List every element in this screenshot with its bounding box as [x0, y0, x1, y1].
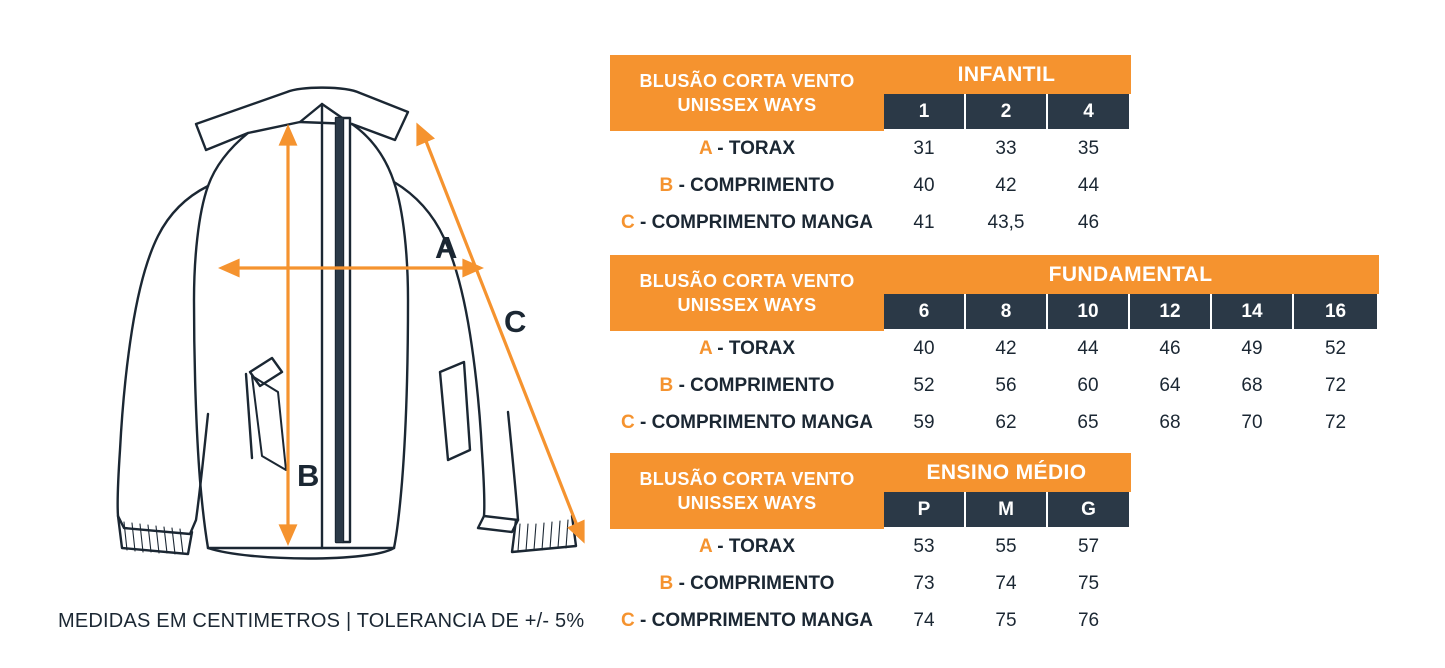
row-key: B — [659, 174, 674, 196]
value-cell: 60 — [1047, 367, 1129, 404]
row-text: - COMPRIMENTO MANGA — [640, 411, 873, 433]
product-name-line2: UNISSEX WAYS — [677, 493, 817, 513]
row-label — [611, 602, 883, 639]
value-cell: 49 — [1211, 330, 1293, 367]
table-row — [611, 204, 1130, 241]
value-cell: 46 — [1047, 204, 1130, 241]
size-tables — [610, 0, 1445, 668]
value-cell: 40 — [883, 330, 965, 367]
table-row — [611, 130, 1130, 167]
row-key: A — [698, 137, 712, 159]
size-cell: 8 — [965, 293, 1047, 330]
group-name-cell: ENSINO MÉDIO — [883, 454, 1130, 491]
product-name-line1: BLUSÃO CORTA VENTO — [639, 270, 855, 291]
product-name-cell — [611, 454, 883, 528]
value-cell: 41 — [883, 204, 965, 241]
size-table-fundamental — [610, 255, 1379, 442]
row-key: A — [698, 337, 712, 359]
row-key: C — [621, 411, 635, 433]
value-cell: 31 — [883, 130, 965, 167]
row-text: - TORAX — [717, 137, 796, 159]
size-cell: 2 — [965, 93, 1047, 130]
size-cell: 4 — [1047, 93, 1130, 130]
row-text: - TORAX — [717, 337, 796, 359]
row-text: - COMPRIMENTO MANGA — [640, 211, 873, 233]
size-cell: 1 — [883, 93, 965, 130]
measure-label-b: B — [297, 458, 320, 493]
measurement-note: MEDIDAS EM CENTIMETROS | TOLERANCIA DE +/- 5% — [58, 610, 585, 632]
row-text: - COMPRIMENTO — [678, 174, 835, 196]
value-cell: 44 — [1047, 330, 1129, 367]
row-label — [611, 367, 883, 404]
row-label — [611, 528, 883, 565]
table-row — [611, 367, 1378, 404]
value-cell: 42 — [965, 330, 1047, 367]
value-cell: 35 — [1047, 130, 1130, 167]
row-label — [611, 404, 883, 441]
table-row — [611, 330, 1378, 367]
value-cell: 53 — [883, 528, 965, 565]
product-name-cell — [611, 256, 883, 330]
row-label — [611, 330, 883, 367]
table-header-row — [611, 256, 1378, 293]
value-cell: 44 — [1047, 167, 1130, 204]
value-cell: 75 — [965, 602, 1047, 639]
row-label — [611, 204, 883, 241]
value-cell: 76 — [1047, 602, 1130, 639]
value-cell: 57 — [1047, 528, 1130, 565]
value-cell: 55 — [965, 528, 1047, 565]
product-name-line2: UNISSEX WAYS — [677, 295, 817, 315]
product-name-line1: BLUSÃO CORTA VENTO — [639, 468, 855, 489]
table-row — [611, 602, 1130, 639]
table-row — [611, 528, 1130, 565]
value-cell: 74 — [883, 602, 965, 639]
size-table-infantil — [610, 55, 1131, 242]
row-key: A — [698, 535, 712, 557]
value-cell: 33 — [965, 130, 1047, 167]
product-name-line1: BLUSÃO CORTA VENTO — [639, 70, 855, 91]
row-key: B — [659, 572, 674, 594]
size-cell: M — [965, 491, 1047, 528]
table-header-row — [611, 454, 1130, 491]
table-row — [611, 404, 1378, 441]
size-cell: P — [883, 491, 965, 528]
group-name-cell: FUNDAMENTAL — [883, 256, 1378, 293]
table-row — [611, 167, 1130, 204]
size-cell: G — [1047, 491, 1130, 528]
row-text: - COMPRIMENTO — [678, 374, 835, 396]
jacket-illustration — [0, 0, 600, 668]
product-name-cell — [611, 56, 883, 130]
value-cell: 72 — [1293, 367, 1378, 404]
size-cell: 12 — [1129, 293, 1211, 330]
value-cell: 52 — [883, 367, 965, 404]
row-key: C — [621, 211, 635, 233]
value-cell: 68 — [1129, 404, 1211, 441]
measure-label-a: A — [435, 230, 458, 265]
row-key: B — [659, 374, 674, 396]
row-text: - COMPRIMENTO MANGA — [640, 609, 873, 631]
row-text: - COMPRIMENTO — [678, 572, 835, 594]
measure-label-c: C — [504, 304, 527, 339]
value-cell: 73 — [883, 565, 965, 602]
group-name-cell: INFANTIL — [883, 56, 1130, 93]
value-cell: 75 — [1047, 565, 1130, 602]
value-cell: 72 — [1293, 404, 1378, 441]
value-cell: 68 — [1211, 367, 1293, 404]
value-cell: 52 — [1293, 330, 1378, 367]
table-header-row — [611, 56, 1130, 93]
row-label — [611, 130, 883, 167]
size-table-ensino-medio — [610, 453, 1131, 640]
size-cell: 6 — [883, 293, 965, 330]
size-cell: 10 — [1047, 293, 1129, 330]
value-cell: 64 — [1129, 367, 1211, 404]
value-cell: 65 — [1047, 404, 1129, 441]
value-cell: 46 — [1129, 330, 1211, 367]
size-cell: 14 — [1211, 293, 1293, 330]
row-label — [611, 565, 883, 602]
value-cell: 56 — [965, 367, 1047, 404]
row-label — [611, 167, 883, 204]
row-text: - TORAX — [717, 535, 796, 557]
value-cell: 42 — [965, 167, 1047, 204]
value-cell: 59 — [883, 404, 965, 441]
product-name-line2: UNISSEX WAYS — [677, 95, 817, 115]
row-key: C — [621, 609, 635, 631]
table-row — [611, 565, 1130, 602]
size-cell: 16 — [1293, 293, 1378, 330]
value-cell: 70 — [1211, 404, 1293, 441]
value-cell: 62 — [965, 404, 1047, 441]
value-cell: 74 — [965, 565, 1047, 602]
value-cell: 40 — [883, 167, 965, 204]
value-cell: 43,5 — [965, 204, 1047, 241]
